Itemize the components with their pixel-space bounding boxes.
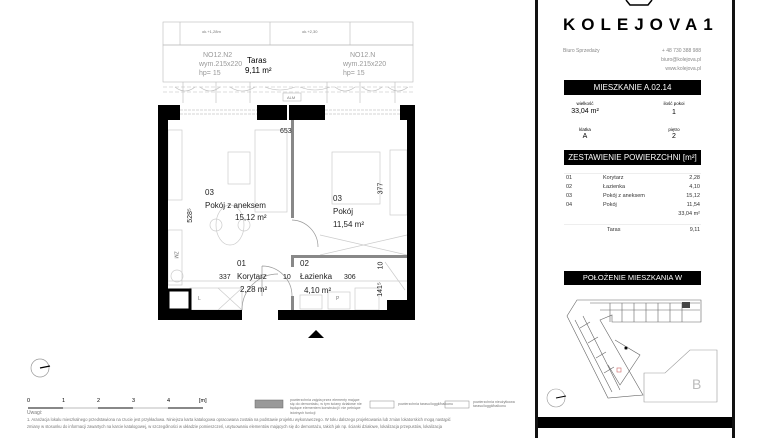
room-name: Pokój z aneksem (205, 201, 266, 210)
scale-tick: 2 (97, 398, 101, 404)
notes-line-1: 1. Aranżacja lokalu mieszkalnego przedstawiona na rzucie jest przykładowa. Niniejsza karta katalogowa opracowana została na podstawie projektu wykonawczego. W toku dalszego projektowania lub zmian lokatorskich mogą nastąpić (27, 417, 451, 422)
floor-label: piętro (668, 127, 680, 132)
apartment-title: MIESZKANIE A.02.14 (564, 80, 701, 95)
row-name: Łazienka (603, 184, 626, 190)
terrace-row-label: Taras (607, 227, 621, 233)
staircase-label: klatka (579, 127, 591, 132)
staircase-value: A (582, 133, 588, 140)
dimension-337: 337 (219, 274, 231, 281)
furniture (168, 130, 407, 310)
room-area: 2,28 m² (240, 285, 268, 294)
dimension-653: 653 (280, 128, 292, 135)
scale-tick: 1 (62, 398, 66, 404)
north-compass-icon (31, 359, 50, 377)
fridge-label: ZM (172, 251, 179, 259)
location-title: POŁOŻENIE MIESZKANIA W BUDYNKU (564, 271, 701, 285)
rooms-label: ilość pokoi (663, 101, 685, 106)
size-label: wielkość (576, 101, 594, 106)
legend-text-nonusable: powierzchnia nieużytkowa tarasu/loggii/balkonu (473, 400, 515, 409)
window-size-2: wym.215x220 (343, 61, 387, 68)
window-code-2: NO12.N (350, 52, 376, 59)
window-size-1: wym.215x220 (199, 61, 243, 68)
notes-line-2: zmiany w stosunku do informacji zawartych na karcie katalogowej, w szczególności w układzie pomieszczeń, usytuowaniu elementów mających się do demontażu, takich jak np. ścianki działowe, lokalizacja przepustów, lokalizacja (27, 424, 443, 429)
row-value: 2,28 (689, 175, 700, 181)
kolejova-logo: KOLEJOVA1 (563, 15, 719, 34)
phone-number: + 48 730 388 988 (661, 48, 701, 54)
row-value: 4,10 (689, 184, 700, 190)
dimension-377: 377 (377, 182, 385, 195)
row-value: 15,12 (686, 193, 700, 199)
window-hp-1: hp= 15 (199, 70, 221, 77)
row-number: 03 (566, 193, 573, 199)
terrace-name: Taras (247, 56, 267, 65)
entrance-arrow-icon (308, 330, 324, 338)
window-hp-2: hp= 15 (343, 70, 365, 77)
window-code-1: NO12.N2 (203, 52, 233, 59)
scale-tick: 0 (27, 398, 31, 404)
level-label-1: ok.+1,28m (202, 29, 221, 34)
room-area: 15,12 m² (235, 213, 267, 222)
room-number: 02 (300, 259, 309, 268)
scale-unit: [m] (199, 398, 207, 404)
scale-tick: 4 (167, 398, 171, 404)
legend-swatch-demolition (255, 400, 283, 408)
level-label-2: ok.+2,30 (302, 29, 318, 34)
room-area: 4,10 m² (304, 286, 332, 295)
legend-text-terrace: powierzchnia tarasu/loggii/balkonu (398, 402, 453, 406)
legend-swatch-terrace (370, 401, 394, 408)
total-area: 33,04 m² (678, 211, 700, 217)
floor-value: 2 (672, 133, 676, 140)
dimension-10-vertical: 10 (377, 261, 385, 270)
info-panel (535, 0, 735, 438)
row-number: 01 (566, 175, 573, 181)
building-b-label: B (692, 376, 702, 392)
terrace-area: 9,11 m² (245, 66, 272, 75)
row-name: Korytarz (603, 175, 624, 181)
room-area: 11,54 m² (333, 220, 364, 229)
dimension-141: 141⁵ (376, 282, 384, 297)
row-name: Pokój (603, 202, 617, 208)
fixture-l-label: L (198, 296, 201, 302)
room-name: Korytarz (237, 272, 267, 281)
size-value: 33,04 m² (571, 108, 599, 115)
scale-tick: 3 (132, 398, 136, 404)
room-number: 01 (237, 259, 246, 268)
sales-office-label: Biuro Sprzedaży (563, 48, 600, 54)
row-number: 02 (566, 184, 573, 190)
website-link[interactable]: www.kolejova.pl (665, 66, 701, 72)
notes-title: Uwagi: (27, 410, 43, 416)
dimension-528: 528⁵ (186, 208, 194, 223)
alm-label: ALM (287, 95, 296, 100)
room-number: 03 (333, 194, 342, 203)
scale-bar (28, 407, 203, 409)
room-name: Pokój (333, 207, 354, 216)
area-summary-title: ZESTAWIENIE POWIERZCHNI [m²] (564, 150, 701, 165)
room-name: Łazienka (300, 272, 333, 281)
room-number: 03 (205, 188, 214, 197)
row-name: Pokój z aneksem (603, 193, 645, 199)
rooms-value: 1 (672, 109, 676, 116)
legend-text-demolition: powierzchnia zajęta przez elementy mające się do demontażu, w tym ściany działowe nie będące elementem konstrukcji i nie pełniące istotnych funkcji (290, 398, 362, 415)
email-link[interactable]: biuro@kolejova.pl (661, 57, 701, 63)
dimension-10: 10 (283, 274, 291, 281)
row-value: 11,54 (686, 202, 700, 208)
dimension-306: 306 (344, 274, 356, 281)
row-number: 04 (566, 202, 573, 208)
terrace-row-value: 9,11 (689, 227, 700, 233)
fixture-p-label: P (336, 296, 340, 302)
